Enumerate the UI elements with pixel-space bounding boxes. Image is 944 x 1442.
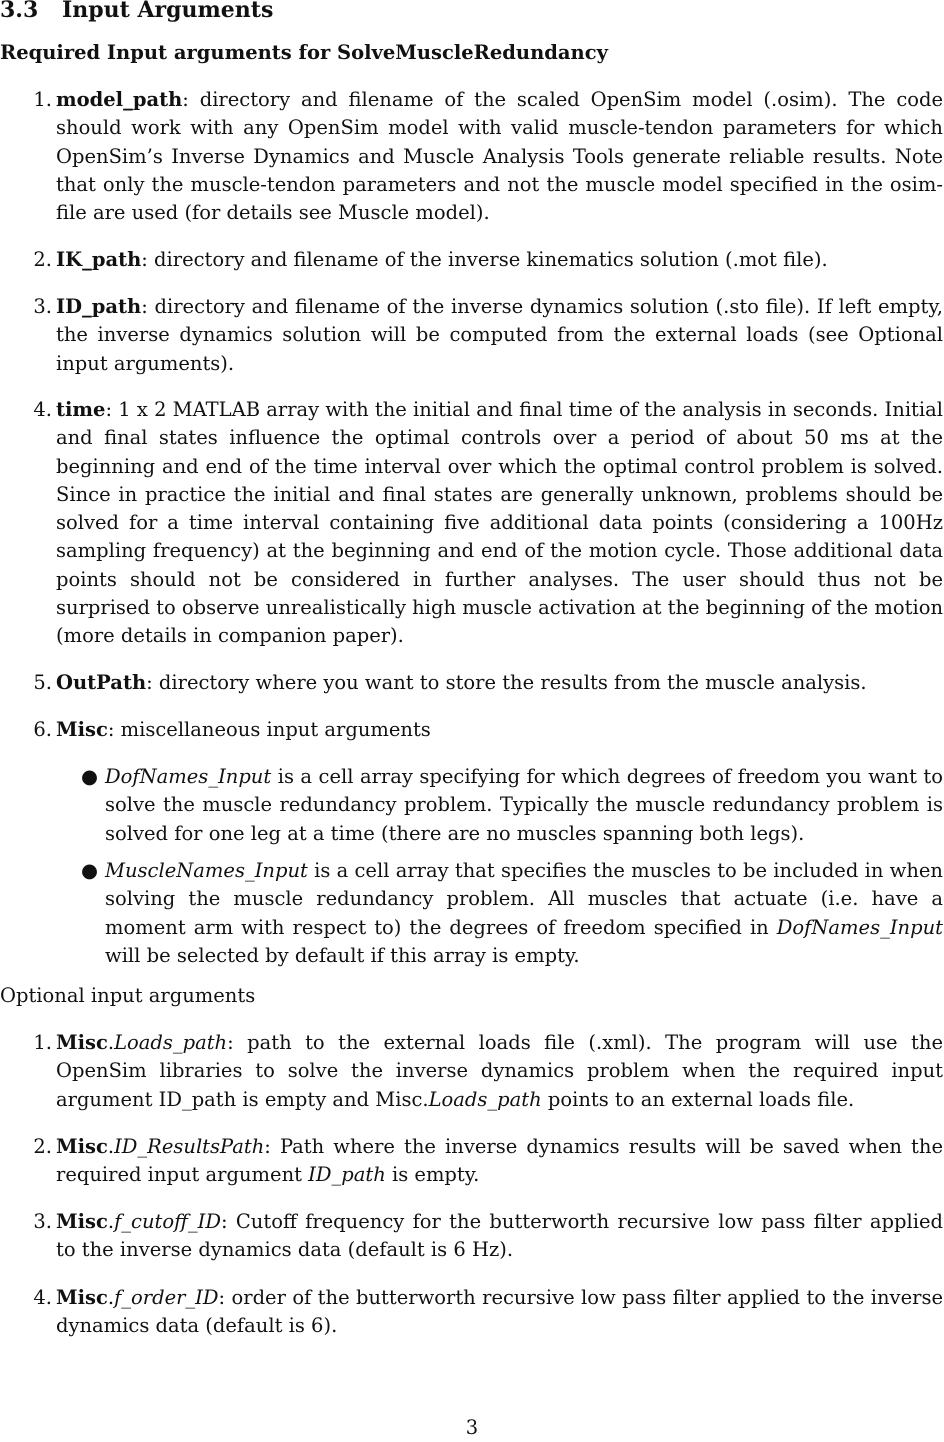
argument-prefix: Misc (56, 1135, 108, 1158)
argument-reference: Loads_path (428, 1087, 542, 1111)
misc-field-name: DofNames_Input (105, 765, 272, 788)
item-number: 3. (33, 1210, 52, 1233)
argument-description-end: points to an external loads file. (541, 1087, 855, 1111)
argument-prefix: Misc (56, 1286, 108, 1309)
argument-description-end: is empty. (385, 1163, 480, 1187)
page-number: 3 (465, 1416, 479, 1439)
item-number: 5. (33, 671, 52, 694)
argument-separator: . (107, 1031, 115, 1054)
section-number: 3.3 (0, 0, 39, 23)
list-item (33, 293, 943, 378)
argument-separator: . (107, 1286, 115, 1309)
list-item (33, 246, 943, 274)
argument-description: : Cutoff frequency for the butterworth recursive low pass filter applied to the inverse dynamics data (default is 6 Hz). (56, 1210, 943, 1262)
argument-description: : directory and filename of the scaled OpenSim model (.osim). The code should work with any OpenSim model with valid muscle-tendon parameters for which OpenSim’s Inverse Dynamics and Muscle Analysis Tools generate reliable results. Note that only the muscle-tendon parameters and not the muscle model specified in the osim-file are used (for details see Muscle model). (56, 88, 943, 225)
argument-field: ID_ResultsPath (114, 1135, 265, 1158)
item-number: 1. (33, 88, 52, 111)
argument-field: f_cutoff_ID (114, 1210, 221, 1233)
item-number: 3. (33, 295, 52, 318)
argument-description: : miscellaneous input arguments (107, 718, 431, 741)
argument-name: time (56, 398, 106, 421)
bullet-icon: ● (81, 859, 99, 882)
argument-separator: . (107, 1135, 115, 1158)
list-item (33, 1133, 943, 1190)
misc-field-description: is a cell array specifying for which degrees of freedom you want to solve the muscle redundancy problem. Typically the muscle redundancy problem is solved for one leg at a time (there are no muscles spanning both legs). (105, 765, 943, 845)
argument-prefix: Misc (56, 1031, 108, 1054)
item-number: 2. (33, 1135, 52, 1158)
argument-prefix: Misc (56, 1210, 108, 1233)
optional-arguments-heading: Optional input arguments (0, 984, 256, 1007)
list-item (33, 1208, 943, 1265)
argument-field: Loads_path (114, 1031, 228, 1054)
list-item (33, 396, 944, 651)
item-number: 4. (33, 398, 52, 421)
argument-description: : Path where the inverse dynamics results will be saved when the required input argument (56, 1135, 943, 1187)
section-heading (0, 0, 273, 24)
argument-name: ID_path (56, 295, 142, 318)
list-item (33, 669, 943, 697)
list-item (33, 716, 943, 744)
misc-field-reference: DofNames_Input (776, 915, 943, 939)
misc-field-description-end: will be selected by default if this array is empty. (105, 943, 580, 967)
item-number: 6. (33, 718, 52, 741)
argument-name: Misc (56, 718, 108, 741)
argument-separator: . (107, 1210, 115, 1233)
item-number: 1. (33, 1031, 52, 1054)
item-number: 2. (33, 248, 52, 271)
list-item (33, 1029, 943, 1114)
list-item (81, 763, 943, 848)
argument-name: IK_path (56, 248, 142, 271)
argument-description: : directory where you want to store the results from the muscle analysis. (146, 671, 867, 694)
argument-description: : directory and filename of the inverse dynamics solution (.sto file). If left empty, the inverse dynamics solution will be computed from the external loads (see Optional input arguments). (56, 295, 943, 375)
item-number: 4. (33, 1286, 52, 1309)
section-title: Input Arguments (62, 0, 274, 23)
bullet-icon: ● (81, 765, 99, 788)
list-item (33, 1284, 943, 1341)
list-item (33, 86, 943, 227)
argument-description: : directory and filename of the inverse kinematics solution (.mot file). (141, 248, 828, 271)
misc-field-name: MuscleNames_Input (105, 859, 308, 882)
argument-description: : order of the butterworth recursive low pass filter applied to the inverse dynamics data (default is 6). (56, 1286, 943, 1338)
argument-name: model_path (56, 88, 183, 111)
argument-description: : 1 x 2 MATLAB array with the initial and final time of the analysis in seconds. Initial and final states influence the optimal controls over a period of about 50 ms at the beginning and end of the time interval over which the optimal control problem is solved. Since in practice the initial and final states are generally unknown, problems should be solved for a time interval containing five additional data points (considering a 100Hz sampling frequency) at the beginning and end of the motion cycle. Those additional data points should not be considered in further analyses. The user should thus not be surprised to observe unrealistically high muscle activation at the beginning of the motion (more details in companion paper). (56, 398, 944, 648)
argument-field: f_order_ID (114, 1286, 219, 1309)
argument-reference: ID_path (308, 1163, 386, 1187)
misc-field-description: is a cell array that specifies the muscles to be included in when solving the muscle redundancy problem. All muscles that actuate (i.e. have a moment arm with respect to) the degrees of freedom specified in (105, 859, 943, 939)
argument-description: : path to the external loads file (.xml). The program will use the OpenSim libraries to solve the inverse dynamics problem when the required input argument ID_path is empty and Misc. (56, 1031, 943, 1111)
required-arguments-heading: Required Input arguments for SolveMuscleRedundancy (0, 41, 608, 64)
argument-name: OutPath (56, 671, 147, 694)
list-item (81, 857, 943, 970)
